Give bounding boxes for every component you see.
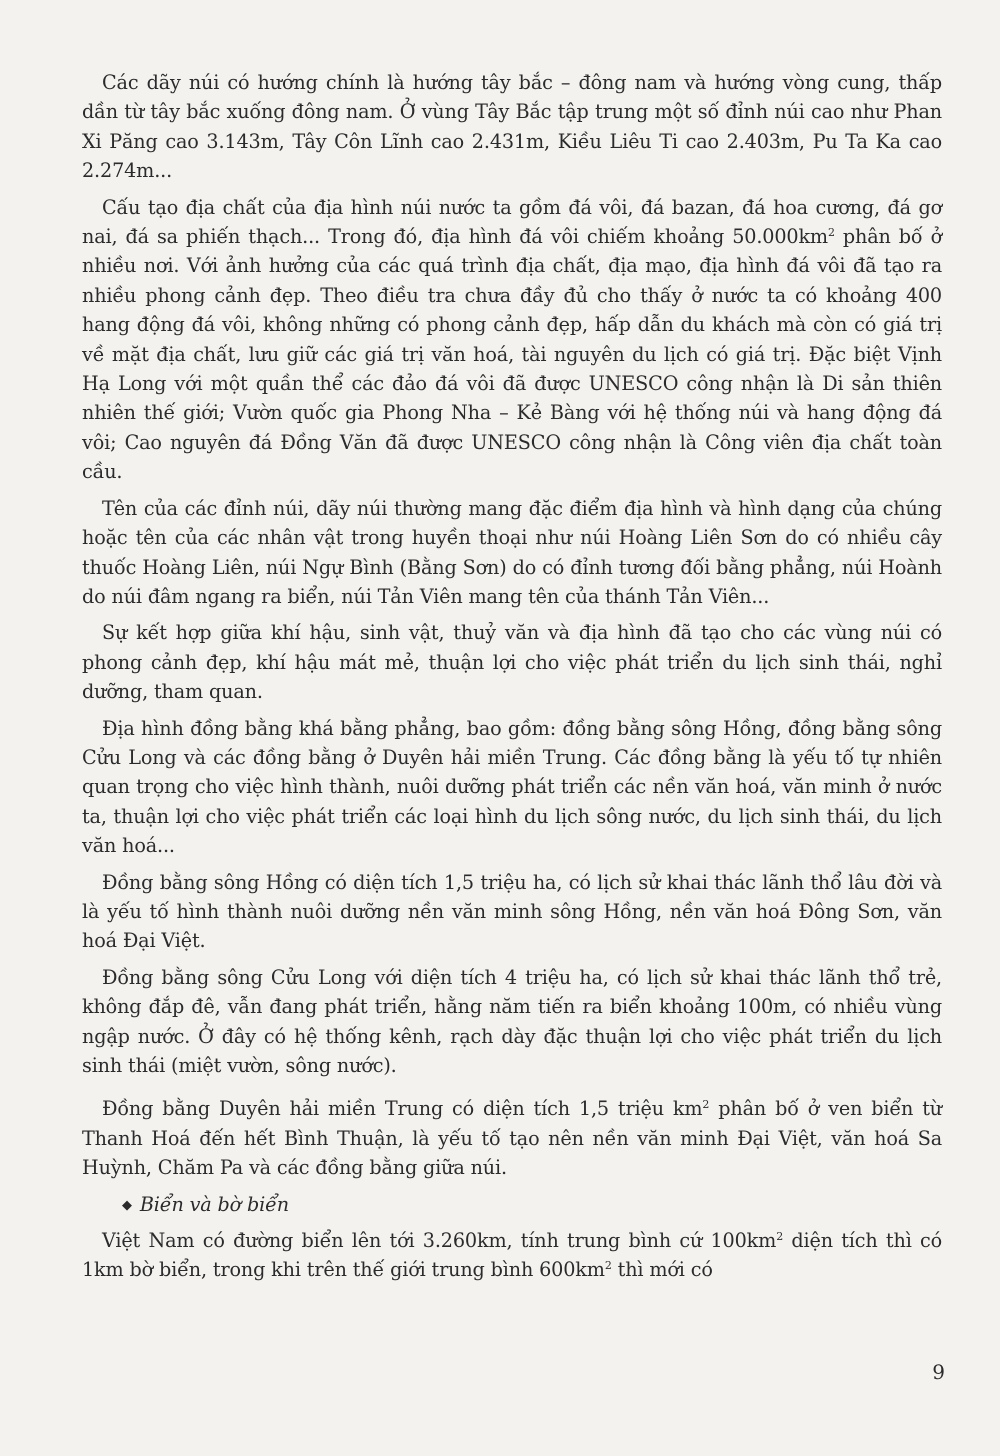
- paragraph-central-coast: [82, 1094, 942, 1182]
- paragraph-central-coast-part2: phân bố ở ven biển từ Thanh Hoá đến hết Bình Thuận, là yếu tố tạo nên nền văn minh Đại Việt, văn hoá Sa Huỳnh, Chăm Pa và các đồng bằng giữa núi.: [82, 1097, 942, 1180]
- paragraph-plains: Địa hình đồng bằng khá bằng phẳng, bao gồm: đồng bằng sông Hồng, đồng bằng sông Cửu Long và các đồng bằng ở Duyên hải miền Trung. Các đồng bằng là yếu tố tự nhiên quan trọng cho việc hình thành, nuôi dưỡng phát triển các nền văn hoá, văn minh ở nước ta, thuận lợi cho việc phát triển các loại hình du lịch sông nước, du lịch sinh thái, du lịch văn hoá...: [82, 716, 942, 858]
- superscript-2: 2: [827, 226, 835, 240]
- paragraph-mekong-delta: Đồng bằng sông Cửu Long với diện tích 4 triệu ha, có lịch sử khai thác lãnh thổ trẻ, không đắp đê, vẫn đang phát triển, hằng năm tiến ra biển khoảng 100m, có nhiều vùng ngập nước. Ở đây có hệ thống kênh, rạch dày đặc thuận lợi cho việc phát triển du lịch sinh thái (miệt vườn, sông nước).: [82, 965, 942, 1077]
- body-text: [82, 68, 942, 1292]
- section-heading-sea: [82, 1190, 942, 1220]
- paragraph-climate-combination: Sự kết hợp giữa khí hậu, sinh vật, thuỷ văn và địa hình đã tạo cho các vùng núi có phong cảnh đẹp, khí hậu mát mẻ, thuận lợi cho việc phát triển du lịch sinh thái, nghỉ dưỡng, tham quan.: [82, 621, 942, 704]
- diamond-bullet-icon: ◆: [122, 1197, 132, 1213]
- paragraph-coastline-part2: diện tích thì có 1km bờ biển, trong khi trên thế giới trung bình 600km: [82, 1229, 943, 1282]
- superscript-2: 2: [776, 1230, 784, 1244]
- page-number: 9: [932, 1360, 945, 1384]
- paragraph-central-coast-part1: Đồng bằng Duyên hải miền Trung có diện tích 1,5 triệu km: [102, 1097, 703, 1121]
- paragraph-geology-part1: Cấu tạo địa chất của địa hình núi nước ta gồm đá vôi, đá bazan, đá hoa cương, đá gơ nai, đá sa phiến thạch... Trong đó, địa hình đá vôi chiếm khoảng 50.000km: [82, 195, 942, 249]
- paragraph-coastline: [82, 1226, 942, 1285]
- section-heading-text: Biển và bờ biển: [139, 1192, 290, 1216]
- paragraph-red-river-delta: Đồng bằng sông Hồng có diện tích 1,5 triệu ha, có lịch sử khai thác lãnh thổ lâu đời và là yếu tố hình thành nuôi dưỡng nền văn minh sông Hồng, nền văn hoá Đông Sơn, văn hoá Đại Việt.: [82, 870, 942, 953]
- paragraph-mountain-ranges: Các dãy núi có hướng chính là hướng tây bắc – đông nam và hướng vòng cung, thấp dần từ tây bắc xuống đông nam. Ở vùng Tây Bắc tập trung một số đỉnh núi cao như Phan Xi Păng cao 3.143m, Tây Côn Lĩnh cao 2.431m, Kiều Liêu Ti cao 2.403m, Pu Ta Ka cao 2.274m...: [82, 71, 942, 183]
- paragraph-coastline-part3: thì mới có: [611, 1258, 713, 1282]
- paragraph-geology-part2: phân bố ở nhiều nơi. Với ảnh hưởng của các quá trình địa chất, địa mạo, địa hình đá vôi đã tạo ra nhiều phong cảnh đẹp. Theo điều tra chưa đầy đủ cho thấy ở nước ta có khoảng 400 hang động đá vôi, không những có phong cảnh đẹp, hấp dẫn du khách mà còn có giá trị về mặt địa chất, lưu giữ các giá trị văn hoá, tài nguyên du lịch có giá trị. Đặc biệt Vịnh Hạ Long với một quần thể các đảo đá vôi đã được UNESCO công nhận là Di sản thiên nhiên thế giới; Vườn quốc gia Phong Nha – Kẻ Bàng với hệ thống núi và hang động đá vôi; Cao nguyên đá Đồng Văn đã được UNESCO công nhận là Công viên địa chất toàn cầu.: [82, 225, 942, 484]
- superscript-2: 2: [702, 1098, 710, 1112]
- paragraph-mountain-names: Tên của các đỉnh núi, dãy núi thường mang đặc điểm địa hình và hình dạng của chúng hoặc tên của các nhân vật trong huyền thoại như núi Hoàng Liên Sơn do có nhiều cây thuốc Hoàng Liên, núi Ngự Bình (Bằng Sơn) do có đỉnh tương đối bằng phẳng, núi Hoành do núi đâm ngang ra biển, núi Tản Viên mang tên của thánh Tản Viên...: [82, 496, 942, 608]
- paragraph-geology: [82, 193, 942, 487]
- superscript-2: 2: [604, 1259, 612, 1273]
- paragraph-coastline-part1: Việt Nam có đường biển lên tới 3.260km, tính trung bình cứ 100km: [102, 1229, 777, 1253]
